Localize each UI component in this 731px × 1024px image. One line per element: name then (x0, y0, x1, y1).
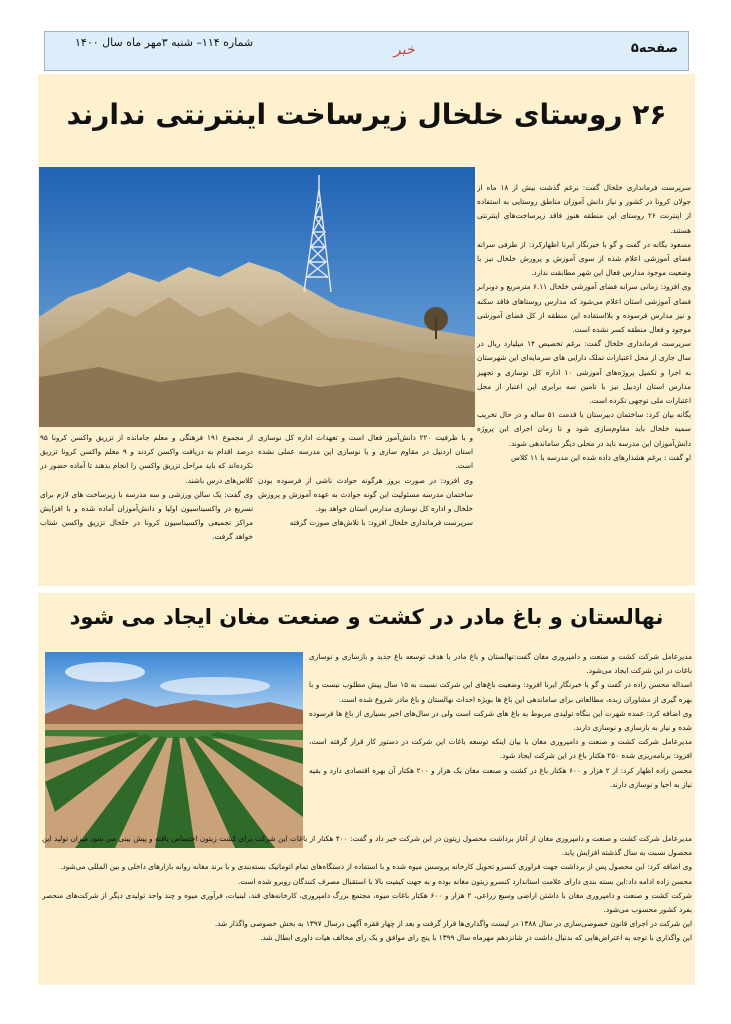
paragraph: مدیرعامل شرکت کشت و صنعت و دامپروری مغان از آغاز برداشت محصول زیتون در این شرکت خبر داد و گفت: ۴۰۰ هکتار از باغات این شرکت برای کشت زیتون اختصاص یافته و پیش بینی می شود میزان تولید این محصول نسبت به سال گذشته افزایش یابد. (42, 834, 692, 858)
paragraph: یگانه بیان کرد: ساختمان دبیرستان با قدمت ۵۱ ساله و در حال تخریب سمیه خلخال باید مقاوم‌سازی شود و تا زمان اجرای این پروژه دانش‌آموزان این مدرسه باید در محلی دیگر ساماندهی شوند. (477, 410, 691, 448)
paragraph: این واگذاری با توجه به اعتراض‌هایی که بدنبال داشت در شانزدهم مهرماه سال ۱۳۹۹ با پنج رای موافق و یک رای مخالف هیات داوری ابطال شد. (260, 933, 692, 943)
paragraph: شرکت کشت و صنعت و دامپروری مغان با داشتن اراضی وسیع زراعی، ۲ هزار و ۶۰۰ هکتار باغات میوه، مجتمع بزرگ دامپروری، کارخانه‌های قند، لبنیات، فرآوری میوه و چند واحد تولیدی دیگر از شرکت‌های منحصر بفرد کشور محسوب می‌شود. (42, 890, 692, 915)
telecom-tower-photo (39, 167, 475, 427)
article2-column-top (309, 650, 692, 832)
paragraph: محسن زاده اظهار کرد: از ۲ هزار و ۶۰۰ هکتار باغ در کشت و صنعت مغان یک هزار و ۲۰۰ هکتار آن بهره اقتصادی دارد و بقیه نیاز به احیا و نوسازی دارند. (309, 765, 692, 789)
paragraph: سرپرست فرمانداری خلخال افزود: با تلاش‌های صورت گرفته (289, 518, 473, 528)
paragraph: مدیرعامل شرکت کشت و صنعت و دامپروری مغان گفت:نهالستان و باغ مادر با هدف توسعه باغ جدید و بازسازی و نوسازی باغات در این شرکت ایجاد می‌شود. (309, 652, 692, 676)
paragraph: وی گفت: یک سالن ورزشی و سه مدرسه با زیرساخت های لازم برای تسریع در واکسیناسیون اولیا و دانش‌آموزان آماده شده و با افزایش مراکز تجمیعی واکسیناسیون کرونا در خلخال تزریق واکسن شتاب خواهد گرفت. (40, 489, 253, 542)
article2-column-full (42, 832, 692, 984)
paragraph: وی اضافه کرد: عمده شهرت این بنگاه تولیدی مربوط به باغ های شرکت است ولی در سال‌های اخیر بسیاری از باغ ها فرسوده شده و نیاز به بازسازی و نوسازی دارند. (309, 708, 692, 733)
paragraph: وی افزود: زمانی سرانه فضای آموزشی خلخال ۶.۱۱ مترمربع و دوبرابر فضای آموزشی استان اعلام می‌شود که مدارس روستاهای فاقد سکنه و نیز مدارس فرسوده و بلااستفاده این منطقه از کل فضای آموزشی موجود و فعال منطقه کسر نشده است. (477, 282, 691, 335)
paragraph: از مجموع ۱۹۱ فرهنگی و معلم جامانده از تزریق واکسن کرونا ۹۵ درصد اقدام به دریافت واکسن کردند و ۹ معلم واکسن کرونا تزریق نکرده‌اند که باید مراحل تزریق واکسن را انجام بدهند تا آماده حضور در کلاس‌های درس باشند. (40, 433, 253, 485)
paragraph: وی اضافه کرد: این محصول پس از برداشت جهت فراوری کنسرو تحویل کارخانه پروسس میوه شده و با استفاده از دستگاه‌های تمام اتوماتیک بسته‌بندی و با برند مغانه روانه بازارهای داخلی و بین المللی می‌شود. (60, 862, 692, 872)
article-title: ۲۶ روستای خلخال زیرساخت اینترنتی ندارند (66, 98, 667, 131)
page-number: صفحه۵ (630, 41, 678, 56)
paragraph: اسداله محسن زاده در گفت و گو با خبرنگار ایرنا افزود: وضعیت باغ‌های این شرکت نسبت به ۱۵ سال پیش مطلوب نیست و با بهره گیری از مشاوران زبده، مطالعاتی برای ساماندهی این باغ ها بویژه احداث نهالستان و باغ مادر شروع شده است. (309, 680, 692, 704)
paragraph: مدیرعامل شرکت کشت و صنعت و دامپروری مغان با بیان اینکه توسعه باغات این شرکت در دستور کار قرار گرفته است، افزود: برنامه‌ریزی شده ۲۵۰ هکتار باغ در این شرکت ایجاد شود. (309, 737, 692, 761)
article1-column-left (40, 431, 253, 583)
article1-column-right (477, 181, 691, 583)
paragraph: سرپرست فرمانداری خلخال گفت: برغم تخصیص ۱۴ میلیارد ریال در سال جاری از محل اعتبارات تملک دارایی های سرمایه‌ای این شهرستان به اجرا و تکمیل پروژه‌های آموزشی ۱۰ اداره کل نوسازی و تجهیز مدارس استان اردبیل نیز با تامین سه برابری این اعتبار از محل اعتبارات ملی توجهی نکرده است. (477, 339, 691, 406)
paragraph: و با ظرفیت ۲۲۰ دانش‌آموز فعال است و تعهدات اداره کل نوسازی استان اردبیل در مقاوم سازی و یا نوسازی این مدرسه عملی نشده است. (258, 433, 473, 471)
section-label: خبر (394, 42, 415, 58)
article-title: نهالستان و باغ مادر در کشت و صنعت مغان ایجاد می شود (69, 605, 664, 629)
page-header (44, 31, 689, 71)
paragraph: محسن زاده ادامه داد:این بسته بندی دارای علامت استاندارد کنسرو زیتون مغانه بوده و به جهت کیفیت بالا با استقبال مصرف کنندگان روبرو شده است. (237, 876, 692, 886)
paragraph: وی افزود: در صورت بروز هرگونه حوادث ناشی از فرسوده بودن ساختمان مدرسه مسئولیت این گونه حوادث به عهده آموزش و پرورش خلخال و اداره کل نوسازی مدارس استان خواهد بود. (258, 475, 473, 514)
paragraph: سرپرست فرمانداری خلخال گفت: برغم گذشت بیش از ۱۸ ماه از جولان کرونا در کشور و نیاز دانش آموزان مناطق روستایی به استفاده از اینترنت ۲۶ روستای این منطقه هنوز فاقد زیرساخت‌های اینترنتی هستند. (477, 183, 691, 235)
issue-info: شماره ۱۱۴– شنبه ۳مهر ماه سال ۱۴۰۰ (75, 36, 254, 49)
paragraph: او گفت : برغم هشدارهای داده شده این مدرسه با ۱۱ کلاس (511, 452, 691, 462)
article1-column-middle (258, 431, 473, 583)
paragraph: این شرکت در اجرای قانون خصوصی‌سازی در سال ۱۳۸۸ در لیست واگذاری‌ها قرار گرفت و بعد از چهار فقره آگهی درسال ۱۳۹۷ به بخش خصوصی واگذار شد. (214, 919, 692, 929)
orchard-photo (45, 652, 303, 848)
paragraph: مسعود یگانه در گفت و گو با خبرنگار ایرنا اظهارکرد: از طرفی سرانه فضای آموزشی اعلام شده از سوی آموزش و پرورش خلخال نیز با وضعیت موجود مدارس فعال این شهر مطابقت ندارد. (477, 239, 691, 278)
